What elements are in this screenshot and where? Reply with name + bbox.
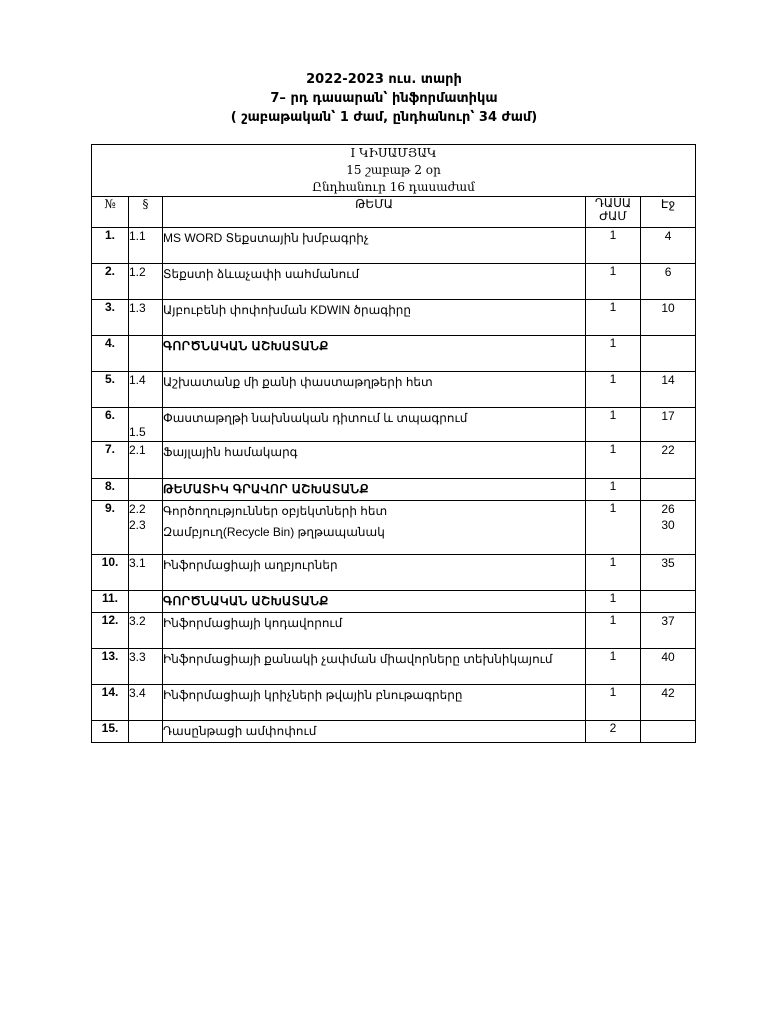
row-page-value: 30 — [661, 518, 675, 532]
row-section — [129, 721, 163, 743]
semester-weeks: 15 շաբաթ 2 օր — [346, 163, 441, 177]
row-number: 9. — [92, 501, 129, 555]
row-number: 2. — [92, 264, 129, 300]
row-hours: 1 — [586, 649, 641, 685]
row-page — [641, 649, 696, 685]
row-topic-text: Ֆայլային համակարգ — [163, 445, 298, 459]
row-topic-text: Ինֆորմացիայի կրիչների թվային բնութագրերը — [163, 688, 463, 702]
row-topic-text: Փաստաթղթի նախնական դիտում և տպագրում — [163, 411, 468, 425]
row-hours: 2 — [586, 721, 641, 743]
table-row — [92, 228, 696, 264]
table-row — [92, 685, 696, 721]
row-section — [129, 479, 163, 501]
row-topic — [163, 613, 586, 649]
row-page — [641, 372, 696, 408]
row-topic — [163, 501, 586, 555]
row-number: 5. — [92, 372, 129, 408]
row-hours: 1 — [586, 442, 641, 479]
row-page — [641, 408, 696, 442]
row-section-value: 1.5 — [129, 425, 146, 439]
row-topic — [163, 300, 586, 336]
row-page-value: 10 — [661, 301, 675, 315]
row-topic — [163, 408, 586, 442]
table-row — [92, 372, 696, 408]
row-number: 7. — [92, 442, 129, 479]
row-topic — [163, 591, 586, 613]
row-topic — [163, 442, 586, 479]
row-page — [641, 685, 696, 721]
table-row — [92, 721, 696, 743]
row-section — [129, 649, 163, 685]
row-number: 3. — [92, 300, 129, 336]
column-header-hours-line2: ԺԱՄ — [599, 209, 627, 223]
table-row — [92, 555, 696, 591]
row-topic — [163, 264, 586, 300]
row-page — [641, 300, 696, 336]
table-row — [92, 479, 696, 501]
row-section-value: 2.1 — [129, 443, 146, 457]
table-row — [92, 591, 696, 613]
row-number: 13. — [92, 649, 129, 685]
row-topic — [163, 555, 586, 591]
row-topic — [163, 372, 586, 408]
row-topic — [163, 479, 586, 501]
row-section — [129, 264, 163, 300]
column-header-hours-line1: ԴԱՍԱ — [594, 196, 632, 210]
row-section-value: 1.3 — [129, 301, 146, 315]
row-section-value — [129, 408, 162, 424]
row-topic — [163, 685, 586, 721]
row-hours: 1 — [586, 300, 641, 336]
row-topic-text: Աշխատանք մի քանի փաստաթղթերի հետ — [163, 375, 433, 389]
column-header-topic: ԹԵՄԱ — [163, 197, 586, 228]
column-header-hours — [586, 197, 641, 228]
row-number: 6. — [92, 408, 129, 442]
row-topic-text: Ինֆորմացիայի քանակի չափման միավորները տեխնիկայում — [163, 652, 553, 666]
table-row — [92, 336, 696, 372]
row-page-value: 22 — [661, 443, 675, 457]
row-number: 12. — [92, 613, 129, 649]
table-row — [92, 442, 696, 479]
row-number: 4. — [92, 336, 129, 372]
row-number: 11. — [92, 591, 129, 613]
row-topic-text: Այբուբենի փոփոխման KDWIN ծրագիրը — [163, 303, 412, 317]
document-header — [0, 70, 768, 127]
row-section — [129, 228, 163, 264]
row-section — [129, 372, 163, 408]
row-page-value: 26 — [661, 502, 675, 516]
row-page-value: 4 — [664, 229, 672, 243]
row-hours: 1 — [586, 591, 641, 613]
row-topic-text: ԳՈՐԾՆԱԿԱՆ ԱՇԽԱՏԱՆՔ — [163, 594, 329, 608]
row-topic-text: ԹԵՄԱՏԻԿ ԳՐԱՎՈՐ ԱՇԽԱՏԱՆՔ — [163, 482, 369, 496]
row-page — [641, 591, 696, 613]
table-row — [92, 501, 696, 555]
row-page-value: 37 — [661, 614, 675, 628]
semester-title: I ԿԻՍԱՄՅԱԿ — [350, 146, 437, 160]
row-page-value: 35 — [661, 556, 675, 570]
row-topic — [163, 228, 586, 264]
row-topic-text: MS WORD Տեքստային խմբագրիչ — [163, 231, 369, 245]
column-header-page: Էջ — [641, 197, 696, 228]
row-page-value: 40 — [661, 650, 675, 664]
row-page — [641, 264, 696, 300]
row-section — [129, 336, 163, 372]
row-number: 1. — [92, 228, 129, 264]
semester-row — [92, 145, 696, 197]
row-hours: 1 — [586, 408, 641, 442]
row-section — [129, 442, 163, 479]
row-topic — [163, 721, 586, 743]
row-topic-text: Զամբյուղ(Recycle Bin) թղթապանակ — [163, 525, 385, 539]
semester-total: Ընդհանուր 16 դասաժամ — [312, 180, 475, 194]
row-topic-text: Ինֆորմացիայի կոդավորում — [163, 616, 343, 630]
header-hours: ( շաբաթական՝ 1 ժամ, ընդհանուր՝ 34 ժամ) — [230, 110, 538, 125]
row-topic-text: Ինֆորմացիայի աղբյուրներ — [163, 558, 338, 572]
row-page — [641, 721, 696, 743]
row-section — [129, 408, 163, 442]
row-section-value: 3.4 — [129, 686, 146, 700]
row-hours: 1 — [586, 555, 641, 591]
row-section-value: 3.1 — [129, 556, 146, 570]
header-year: 2022-2023 ուս. տարի — [306, 72, 462, 87]
row-section-value: 1.1 — [129, 229, 146, 243]
table-row — [92, 613, 696, 649]
row-number: 10. — [92, 555, 129, 591]
column-header-section: § — [129, 197, 163, 228]
row-hours: 1 — [586, 228, 641, 264]
row-page — [641, 555, 696, 591]
row-page — [641, 228, 696, 264]
table-row — [92, 649, 696, 685]
row-hours: 1 — [586, 336, 641, 372]
row-hours: 1 — [586, 479, 641, 501]
row-topic-text: Տեքստի ձևաչափի սահմանում — [163, 267, 360, 281]
column-header-row — [92, 197, 696, 228]
row-section — [129, 300, 163, 336]
row-section-value: 3.2 — [129, 614, 146, 628]
row-section — [129, 685, 163, 721]
row-page-value: 14 — [661, 373, 675, 387]
row-hours: 1 — [586, 264, 641, 300]
row-section-value: 1.2 — [129, 265, 146, 279]
lesson-plan-table — [91, 144, 696, 743]
row-hours: 1 — [586, 501, 641, 555]
row-page — [641, 501, 696, 555]
row-section — [129, 613, 163, 649]
row-section — [129, 555, 163, 591]
row-page — [641, 479, 696, 501]
row-topic-text: Գործողություններ օբյեկտների հետ — [163, 504, 388, 518]
row-section — [129, 501, 163, 555]
row-page — [641, 442, 696, 479]
row-page — [641, 613, 696, 649]
table-row — [92, 264, 696, 300]
table-row — [92, 408, 696, 442]
row-hours: 1 — [586, 372, 641, 408]
row-topic-text: ԳՈՐԾՆԱԿԱՆ ԱՇԽԱՏԱՆՔ — [163, 339, 329, 353]
row-hours: 1 — [586, 613, 641, 649]
row-topic-text: Դասընթացի ամփոփում — [163, 724, 317, 738]
row-page — [641, 336, 696, 372]
row-topic — [163, 649, 586, 685]
table-row — [92, 300, 696, 336]
row-section-value: 1.4 — [129, 373, 146, 387]
row-section — [129, 591, 163, 613]
header-subject: 7– րդ դասարան՝ ինֆորմատիկա — [270, 91, 498, 106]
row-number: 8. — [92, 479, 129, 501]
row-page-value: 6 — [664, 265, 672, 279]
row-page-value: 42 — [661, 686, 675, 700]
row-topic — [163, 336, 586, 372]
row-number: 15. — [92, 721, 129, 743]
row-number: 14. — [92, 685, 129, 721]
row-section-value: 2.3 — [129, 518, 146, 532]
semester-cell — [92, 145, 696, 197]
column-header-no: № — [92, 197, 129, 228]
row-section-value: 2.2 — [129, 502, 146, 516]
row-section-value: 3.3 — [129, 650, 146, 664]
row-page-value: 17 — [661, 409, 675, 423]
row-hours: 1 — [586, 685, 641, 721]
